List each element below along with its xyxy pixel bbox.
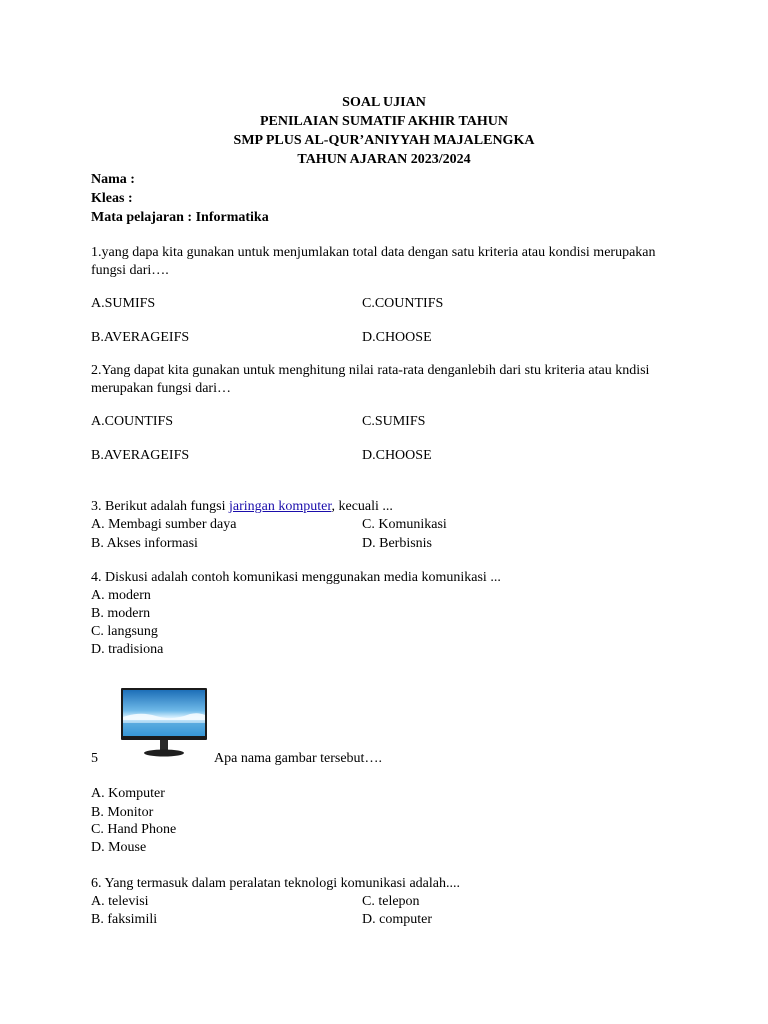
q3-option-d: D. Berbisnis xyxy=(362,536,432,551)
q5-option-b: B. Monitor xyxy=(91,805,154,820)
q1-option-a: A.SUMIFS xyxy=(91,296,156,311)
q5-option-d: D. Mouse xyxy=(91,840,147,855)
header-year: TAHUN AJARAN 2023/2024 xyxy=(297,152,471,167)
q1-option-d: D.CHOOSE xyxy=(362,330,432,345)
q3-option-c: C. Komunikasi xyxy=(362,517,447,532)
question-4: 4. Diskusi adalah contoh komunikasi menggunakan media komunikasi ... xyxy=(91,570,501,585)
q6-option-b: B. faksimili xyxy=(91,912,158,927)
header-title: SOAL UJIAN xyxy=(342,95,426,110)
question-2: 2.Yang dapat kita gunakan untuk menghitung nilai rata-rata denganlebih dari stu kriteria atau kndisi merupakan fungsi dari… xyxy=(91,363,650,396)
question-3 xyxy=(91,498,393,516)
q3-suffix: , kecuali ... xyxy=(331,499,393,514)
field-nama: Nama : xyxy=(91,172,135,187)
q1-option-b: B.AVERAGEIFS xyxy=(91,330,190,345)
jaringan-komputer-link[interactable]: jaringan komputer xyxy=(229,499,332,514)
question-5: Apa nama gambar tersebut…. xyxy=(214,751,382,766)
field-kelas: Kleas : xyxy=(91,191,133,206)
q2-option-d: D.CHOOSE xyxy=(362,448,432,463)
q6-option-d: D. computer xyxy=(362,912,432,927)
q3-option-b: B. Akses informasi xyxy=(91,536,198,551)
q1-option-c: C.COUNTIFS xyxy=(362,296,444,311)
header-subtitle: PENILAIAN SUMATIF AKHIR TAHUN xyxy=(259,114,508,129)
q2-option-c: C.SUMIFS xyxy=(362,414,426,429)
q5-option-c: C. Hand Phone xyxy=(91,822,177,837)
q6-option-a: A. televisi xyxy=(91,894,149,909)
q6-option-c: C. telepon xyxy=(362,894,420,909)
q4-option-a: A. modern xyxy=(91,588,151,603)
question-6: 6. Yang termasuk dalam peralatan teknologi komunikasi adalah.... xyxy=(91,876,460,891)
q4-option-d: D. tradisiona xyxy=(91,642,164,657)
q2-option-a: A.COUNTIFS xyxy=(91,414,174,429)
question-1: 1.yang dapa kita gunakan untuk menjumlakan total data dengan satu kriteria atau kondisi merupakan fungsi dari…. xyxy=(91,245,656,278)
header-school: SMP PLUS AL-QUR’ANIYYAH MAJALENGKA xyxy=(233,133,535,148)
q2-option-b: B.AVERAGEIFS xyxy=(91,448,190,463)
field-mapel: Mata pelajaran : Informatika xyxy=(91,210,269,225)
q3-prefix: 3. Berikut adalah fungsi xyxy=(91,499,230,514)
q5-option-a: A. Komputer xyxy=(91,786,165,801)
q3-option-a: A. Membagi sumber daya xyxy=(91,517,237,532)
monitor-image xyxy=(120,687,208,759)
question-5-number: 5 xyxy=(91,751,98,766)
q4-option-b: B. modern xyxy=(91,606,151,621)
q4-option-c: C. langsung xyxy=(91,624,158,639)
